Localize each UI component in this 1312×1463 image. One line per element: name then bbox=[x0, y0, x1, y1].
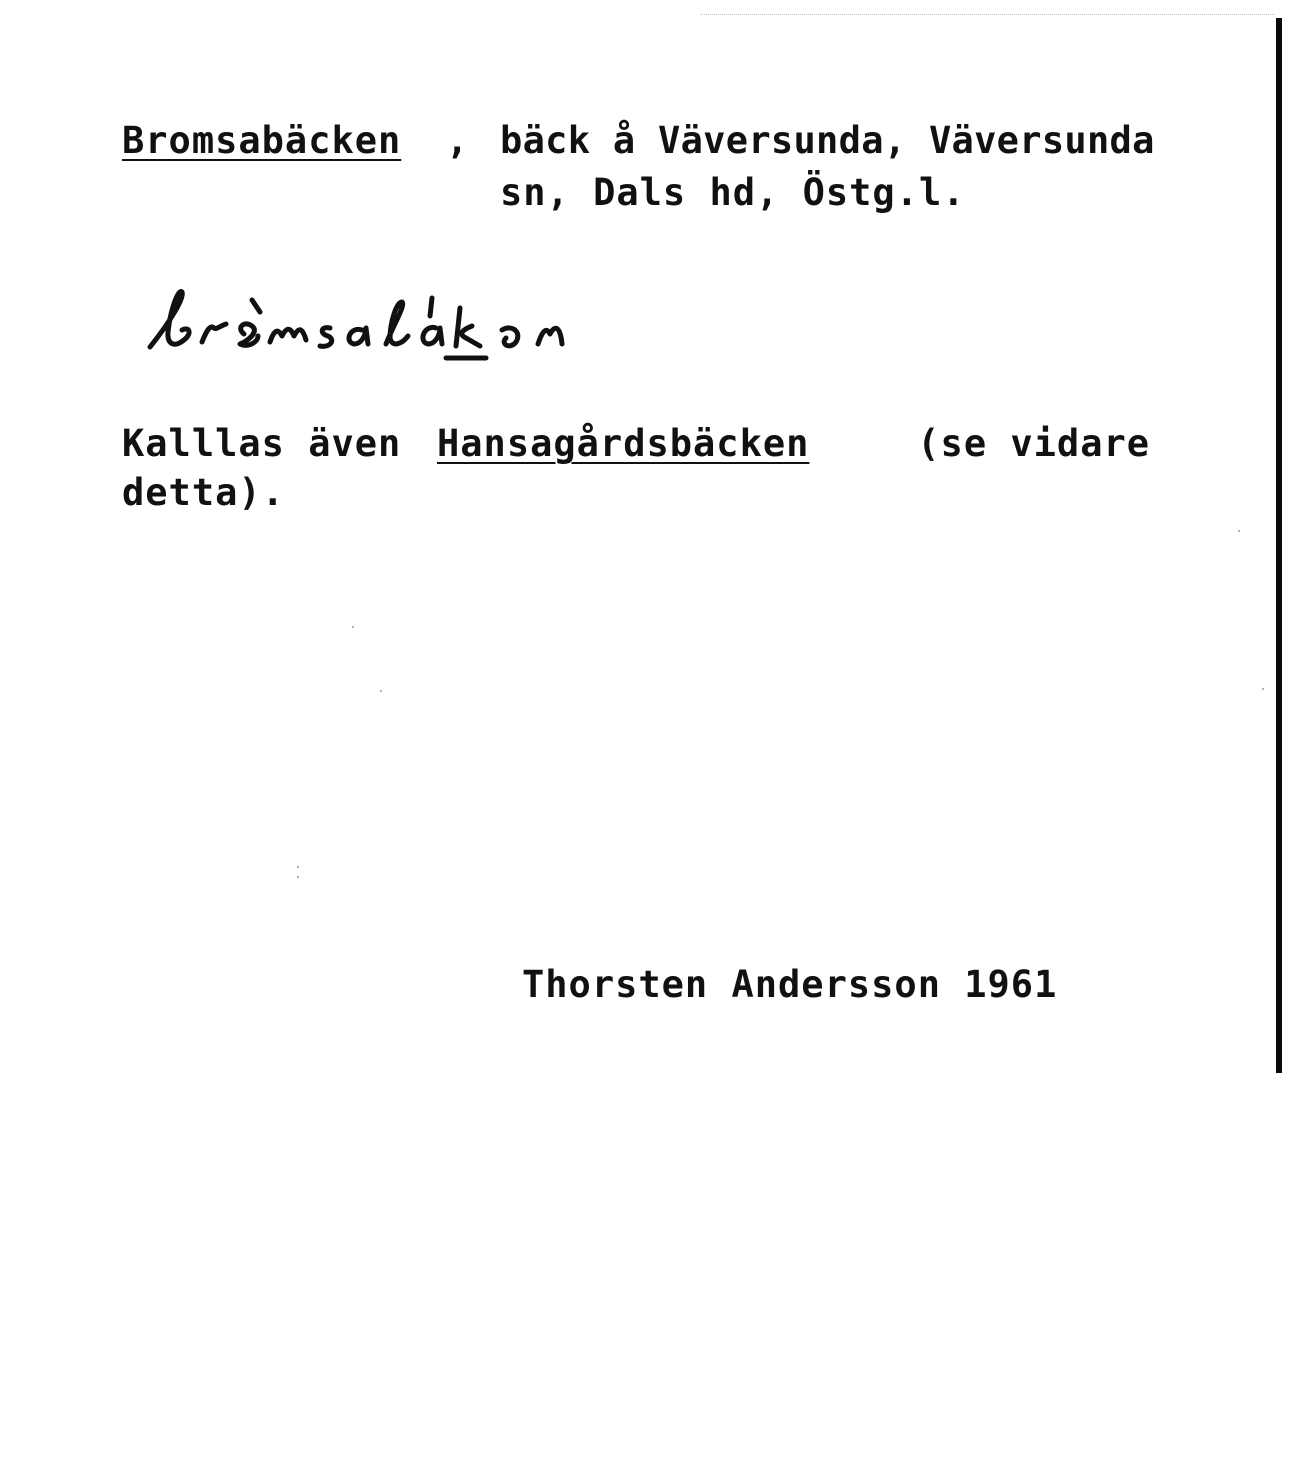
speckle bbox=[1262, 688, 1264, 690]
speckle bbox=[380, 690, 382, 692]
top-edge-speckle bbox=[700, 14, 1275, 16]
signature: Thorsten Andersson 1961 bbox=[522, 963, 1058, 1006]
alt-name-prefix: Kalllas även bbox=[122, 422, 425, 465]
speckle bbox=[297, 876, 299, 878]
speckle bbox=[352, 626, 354, 628]
headword: Bromsabäcken bbox=[122, 119, 402, 162]
speckle bbox=[297, 866, 299, 868]
headword-comma: , bbox=[446, 119, 470, 162]
description-line-1: bäck å Väversunda, Väversunda bbox=[500, 119, 1155, 162]
alt-name-line-2: detta). bbox=[122, 471, 285, 514]
handwritten-pronunciation bbox=[140, 262, 700, 372]
alt-name-suffix: (se vidare bbox=[894, 422, 1151, 465]
speckle bbox=[1238, 530, 1240, 532]
card-right-edge-line bbox=[1276, 18, 1282, 1073]
description-line-2: sn, Dals hd, Östg.l. bbox=[500, 171, 966, 214]
alternate-name: Hansagårdsbäcken bbox=[437, 422, 810, 465]
